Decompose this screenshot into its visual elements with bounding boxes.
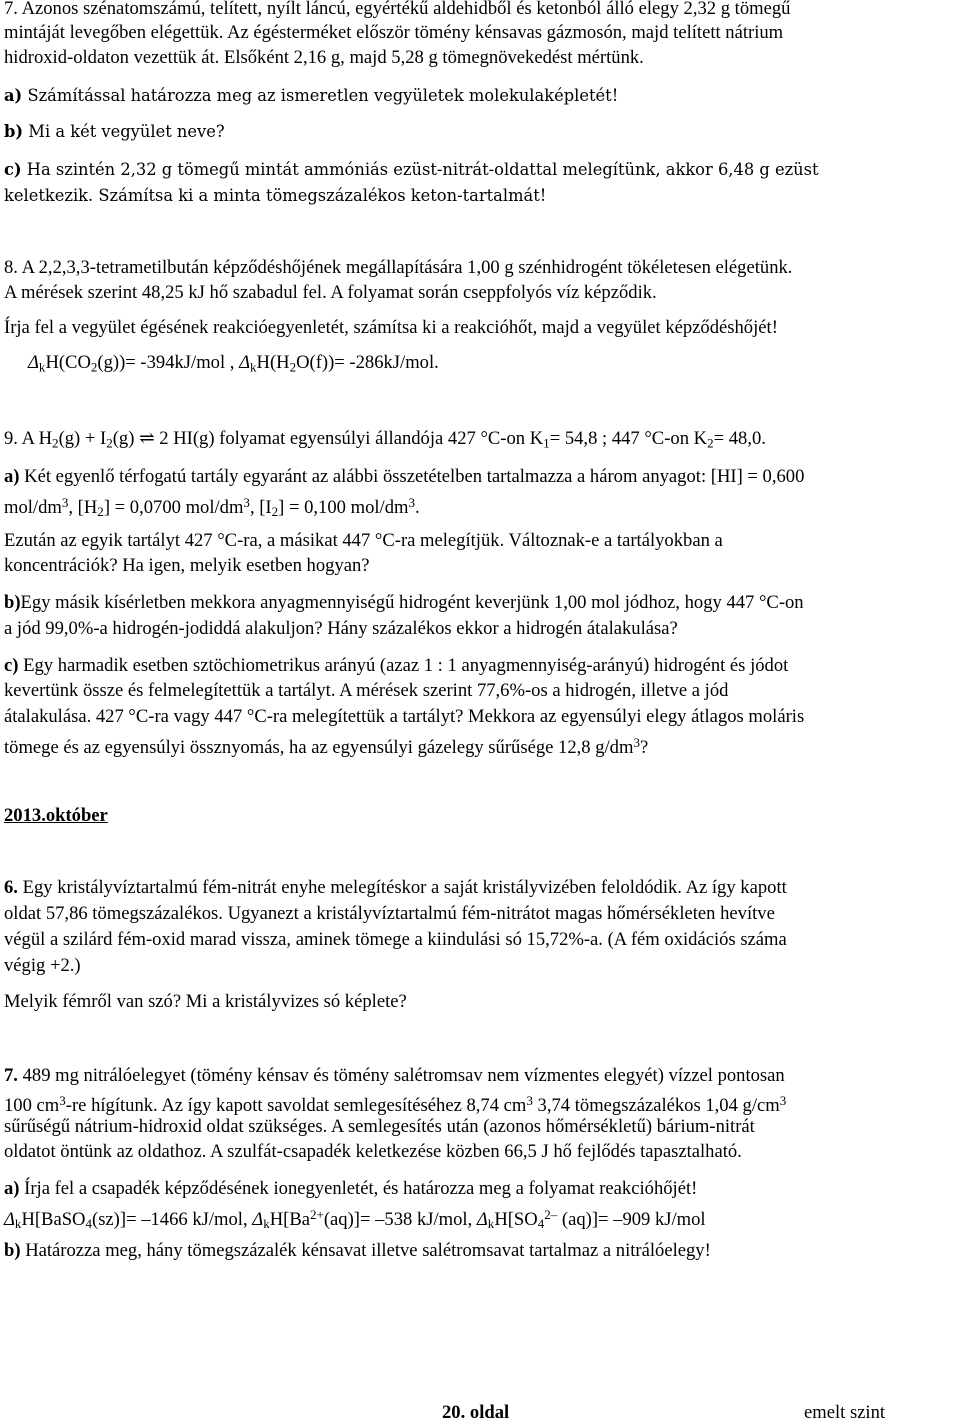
q9-part-a-line-1 xyxy=(4,465,804,489)
formula-part: (sz)]= –1466 kJ/mol, xyxy=(92,1208,253,1230)
q7a-part-c-line-1 xyxy=(4,158,819,182)
q9-part-b-line-2: a jód 99,0%-a hidrogén-jodiddá alakuljon? Hány százalékos ekkor a hidrogén átalakulása? xyxy=(4,618,678,639)
delta-symbol: Δ xyxy=(28,352,39,373)
q7b-line-3: sűrűségű nátrium-hidroxid oldat szükséges. A semlegesítés után (azonos hőmérsékletű) bárium-nitrát xyxy=(4,1116,755,1137)
q8-line-1: 8. A 2,2,3,3-tetrametilbután képződéshőjének megállapítására 1,00 g szénhidrogént tökéletesen elégetünk. xyxy=(4,257,793,278)
superscript: 3 xyxy=(526,1093,533,1108)
part-text: Határozza meg, hány tömegszázalék kénsavat illetve salétromsavat tartalmaz a nitrálóelegy! xyxy=(20,1240,711,1261)
text-part: 3,74 tömegszázalékos 1,04 g/cm xyxy=(532,1094,780,1116)
subscript: 2 xyxy=(52,435,59,451)
part-text: Két egyenlő térfogatú tartály egyaránt az alábbi összetételben tartalmazza a három anyagot: [HI] = 0,600 xyxy=(19,466,805,487)
delta-symbol: Δ xyxy=(4,1208,15,1230)
subscript: k xyxy=(38,359,46,375)
subscript: 2 xyxy=(106,435,113,451)
superscript: 3 xyxy=(243,495,250,510)
question-text: Egy kristályvíztartalmú fém-nitrát enyhe melegítéskor a saját kristályvizében feloldódik. Az így kapott xyxy=(17,877,787,898)
q6-line-2: oldat 57,86 tömegszázalékos. Ugyanezt a kristályvíztartalmú fém-nitrátot magas hőmérsékleten hevítve xyxy=(4,903,775,924)
part-label: c) xyxy=(4,655,19,676)
formula-part: O(f))= -286kJ/mol. xyxy=(296,352,439,373)
superscript: 3 xyxy=(61,495,69,510)
text-part: . xyxy=(414,496,420,518)
superscript: 2– xyxy=(544,1207,558,1222)
q7b-part-a xyxy=(4,1177,697,1201)
q7a-line-1: 7. Azonos szénatomszámú, telített, nyílt láncú, egyértékű aldehidből és ketonból álló elegy 2,32 g tömegű xyxy=(4,0,791,19)
superscript: 2+ xyxy=(309,1207,324,1222)
formula-part: H(H xyxy=(256,352,290,373)
formula-part: (aq)]= –538 kJ/mol, xyxy=(323,1208,477,1230)
subscript: 2 xyxy=(707,435,714,451)
q9-intro xyxy=(4,427,766,455)
text-part: = 48,0. xyxy=(713,428,766,449)
section-heading: 2013.október xyxy=(4,805,108,826)
part-text: Írja fel a csapadék képződésének ionegyenletét, és határozza meg a folyamat reakcióhőjét! xyxy=(19,1178,698,1199)
text-part: ] = 0,100 mol/dm xyxy=(278,496,409,518)
formula-part: H[SO xyxy=(494,1208,538,1230)
part-label: b) xyxy=(4,122,24,141)
part-label: b) xyxy=(4,1240,21,1261)
text-part: (g) + I xyxy=(58,428,107,449)
part-text: Egy harmadik esetben sztöchiometrikus arányú (azaz 1 : 1 anyagmennyiség-arányú) hidrogént és jódot xyxy=(18,655,789,676)
text-part: -re hígítunk. Az így kapott savoldat semlegesítéséhez 8,74 cm xyxy=(65,1094,527,1116)
subscript: 2 xyxy=(271,504,279,520)
page-number: 20. oldal xyxy=(442,1402,510,1423)
subscript: k xyxy=(487,1216,495,1232)
formula-part: H[BaSO xyxy=(21,1208,86,1230)
q8-line-3: Írja fel a vegyület égésének reakcióegyenletét, számítsa ki a reakcióhőt, majd a vegyület képződéshőjét! xyxy=(4,317,778,338)
q7b-line-1 xyxy=(4,1064,785,1088)
subscript: k xyxy=(250,359,257,375)
text-part: ] = 0,0700 mol/dm xyxy=(103,496,244,518)
text-part: = 54,8 ; 447 °C-on K xyxy=(549,428,708,449)
subscript: k xyxy=(14,1216,22,1232)
part-label: c) xyxy=(4,160,22,179)
exam-level: emelt szint xyxy=(804,1402,886,1423)
formula-part: H(CO xyxy=(45,352,91,373)
subscript: 4 xyxy=(85,1216,92,1232)
subscript: k xyxy=(263,1216,270,1232)
text-part: tömege és az egyensúlyi össznyomás, ha az egyensúlyi gázelegy sűrűsége 12,8 g/dm xyxy=(4,736,634,758)
q9-note-line-2: koncentrációk? Ha igen, melyik esetben hogyan? xyxy=(4,555,370,576)
delta-symbol: Δ xyxy=(239,352,250,373)
formula-part: (aq)]= –909 kJ/mol xyxy=(557,1208,706,1230)
subscript: 2 xyxy=(97,504,104,520)
part-label: a) xyxy=(4,1178,20,1199)
text-part: (g) ⇌ 2 HI(g) folyamat egyensúlyi állandója 427 °C-on K xyxy=(112,428,544,449)
part-label: a) xyxy=(4,466,20,487)
question-text: 489 mg nitrálóelegyet (tömény kénsav és tömény salétromsav nem vízmentes elegyét) vízzel pontosan xyxy=(17,1065,785,1086)
q6-line-3: végül a szilárd fém-oxid marad vissza, aminek tömege a kiindulási só 15,72%-a. (A fém oxidációs száma xyxy=(4,929,787,950)
question-number: 6. xyxy=(4,877,18,898)
q7b-formula xyxy=(4,1203,706,1236)
q9-part-c-line-1 xyxy=(4,654,788,678)
delta-symbol: Δ xyxy=(476,1208,488,1230)
q7b-line-4: oldatot öntünk az oldathoz. A szulfát-csapadék keletkezése közben 66,5 J hő fejlődés tapasztalható. xyxy=(4,1141,742,1162)
q9-part-a-line-2 xyxy=(4,491,420,524)
q9-part-c-line-2: kevertünk össze és felmelegítettük a tartályt. A mérések szerint 77,6%-os a hidrogén, illetve a jód xyxy=(4,680,729,701)
superscript: 3 xyxy=(779,1093,787,1108)
subscript: 2 xyxy=(90,359,98,375)
q7a-line-2: mintáját levegőben elégettük. Az égésterméket először tömény kénsavas gázmosón, majd telített nátrium xyxy=(4,22,784,43)
part-text: Ha szintén 2,32 g tömegű mintát ammóniás ezüst-nitrát-oldattal melegítünk, akkor 6,48 g ezüst xyxy=(21,160,819,179)
subscript: 1 xyxy=(543,435,550,451)
text-part: ? xyxy=(639,736,649,758)
text-part: mol/dm xyxy=(4,496,62,518)
superscript: 3 xyxy=(633,735,640,750)
q6-line-5: Melyik fémről van szó? Mi a kristályvizes só képlete? xyxy=(4,991,407,1012)
superscript: 3 xyxy=(408,495,415,510)
q7a-part-b xyxy=(4,120,225,144)
text-part: 100 cm xyxy=(4,1094,60,1116)
q8-formula xyxy=(28,351,439,379)
q7a-part-c-line-2: keletkezik. Számítsa ki a minta tömegszázalékos keton-tartalmát! xyxy=(4,186,547,205)
text-part: 9. A H xyxy=(4,428,53,449)
q9-part-c-line-3: átalakulása. 427 °C-ra vagy 447 °C-ra melegítettük a tartályt? Mekkora az egyensúlyi elegy átlagos moláris xyxy=(4,706,805,727)
q7b-line-2 xyxy=(4,1089,786,1118)
formula-part: (g))= -394kJ/mol , xyxy=(97,352,240,373)
q9-part-c-line-4 xyxy=(4,731,648,760)
q7b-part-b xyxy=(4,1239,711,1263)
part-label: a) xyxy=(4,86,23,105)
subscript: 4 xyxy=(537,1216,545,1232)
question-number: 7. xyxy=(4,1065,18,1086)
q8-line-2: A mérések szerint 48,25 kJ hő szabadul fel. A folyamat során cseppfolyós víz képződik. xyxy=(4,282,657,303)
q7a-line-3: hidroxid-oldaton vezettük át. Elsőként 2,16 g, majd 5,28 g tömegnövekedést mértünk. xyxy=(4,47,644,68)
q6-line-1 xyxy=(4,876,787,900)
part-label: b) xyxy=(4,592,21,613)
delta-symbol: Δ xyxy=(252,1208,264,1230)
q7a-part-a xyxy=(4,84,618,108)
q9-note-line-1: Ezután az egyik tartályt 427 °C-ra, a másikat 447 °C-ra melegítjük. Változnak-e a tartályokban a xyxy=(4,530,723,551)
text-part: , [I xyxy=(249,496,272,518)
formula-part: H[Ba xyxy=(269,1208,310,1230)
q9-part-b-line-1 xyxy=(4,591,804,615)
superscript: 3 xyxy=(59,1093,66,1108)
subscript: 2 xyxy=(289,359,297,375)
part-text: Egy másik kísérletben mekkora anyagmennyiségű hidrogént keverjünk 1,00 mol jódhoz, hogy 447 °C-on xyxy=(20,592,804,613)
part-text: Számítással határozza meg az ismeretlen vegyületek molekulaképletét! xyxy=(22,86,619,105)
text-part: , [H xyxy=(68,496,98,518)
q6-line-4: végig +2.) xyxy=(4,955,81,976)
part-text: Mi a két vegyület neve? xyxy=(23,122,225,141)
